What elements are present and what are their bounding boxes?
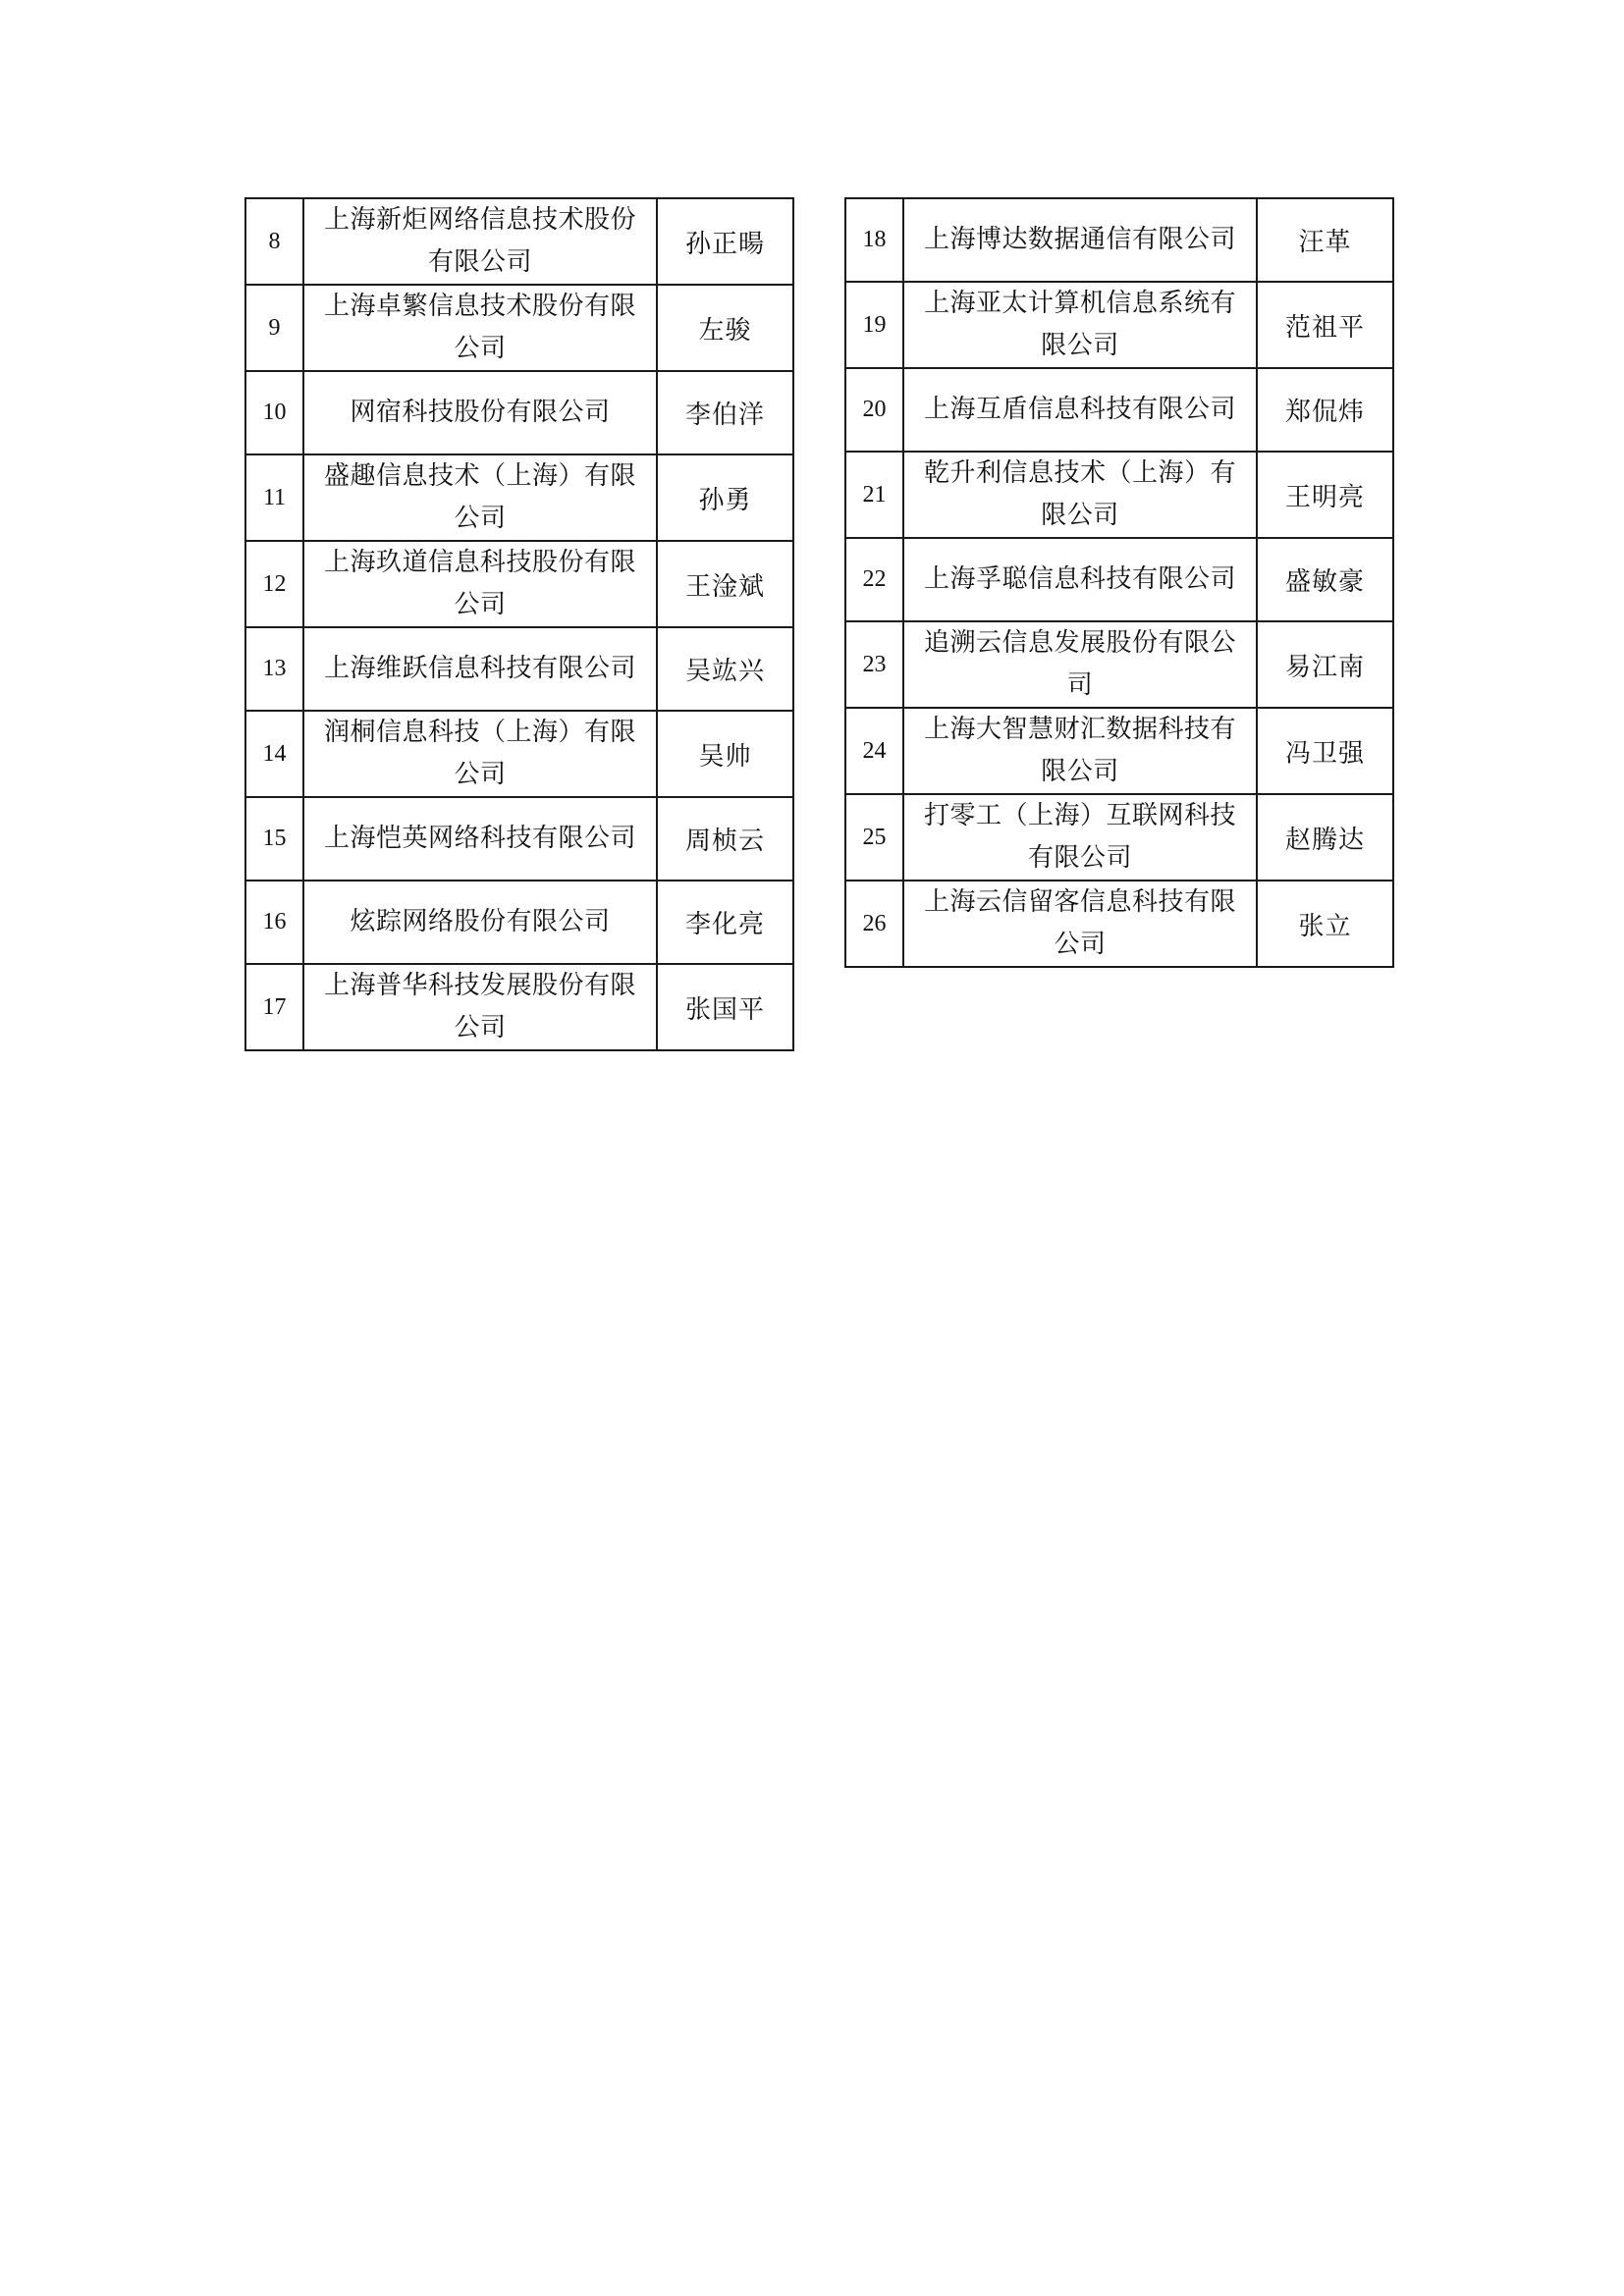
company-name: 上海大智慧财汇数据科技有限公司 bbox=[903, 708, 1257, 794]
company-name: 上海维跃信息科技有限公司 bbox=[303, 627, 657, 711]
table-row bbox=[845, 452, 1393, 538]
row-number: 14 bbox=[245, 711, 303, 797]
representative-name: 吴帅 bbox=[657, 711, 793, 797]
representative-name: 王明亮 bbox=[1257, 452, 1393, 538]
row-number: 18 bbox=[845, 198, 903, 282]
company-name: 上海孚聪信息科技有限公司 bbox=[903, 538, 1257, 621]
row-number: 13 bbox=[245, 627, 303, 711]
representative-name: 李化亮 bbox=[657, 881, 793, 964]
row-number: 12 bbox=[245, 541, 303, 627]
representative-name: 李伯洋 bbox=[657, 371, 793, 454]
table-row bbox=[245, 541, 793, 627]
table-row bbox=[245, 454, 793, 541]
representative-name: 张立 bbox=[1257, 881, 1393, 967]
company-name: 上海亚太计算机信息系统有限公司 bbox=[903, 282, 1257, 368]
row-number: 19 bbox=[845, 282, 903, 368]
row-number: 20 bbox=[845, 368, 903, 452]
table-row bbox=[845, 198, 1393, 282]
table-row bbox=[845, 538, 1393, 621]
company-name: 打零工（上海）互联网科技有限公司 bbox=[903, 794, 1257, 881]
representative-name: 张国平 bbox=[657, 964, 793, 1050]
company-name: 盛趣信息技术（上海）有限公司 bbox=[303, 454, 657, 541]
company-name: 上海玖道信息科技股份有限公司 bbox=[303, 541, 657, 627]
company-name: 追溯云信息发展股份有限公司 bbox=[903, 621, 1257, 708]
company-name: 上海普华科技发展股份有限公司 bbox=[303, 964, 657, 1050]
row-number: 8 bbox=[245, 198, 303, 285]
representative-name: 汪革 bbox=[1257, 198, 1393, 282]
representative-name: 左骏 bbox=[657, 285, 793, 371]
table-row bbox=[845, 282, 1393, 368]
table-row bbox=[845, 621, 1393, 708]
table-row bbox=[245, 198, 793, 285]
table-row bbox=[245, 371, 793, 454]
representative-name: 郑侃炜 bbox=[1257, 368, 1393, 452]
row-number: 22 bbox=[845, 538, 903, 621]
representative-name: 王淦斌 bbox=[657, 541, 793, 627]
representative-name: 易江南 bbox=[1257, 621, 1393, 708]
company-name: 上海博达数据通信有限公司 bbox=[903, 198, 1257, 282]
table-row bbox=[245, 711, 793, 797]
table-row bbox=[845, 881, 1393, 967]
company-name: 润桐信息科技（上海）有限公司 bbox=[303, 711, 657, 797]
table-row bbox=[245, 964, 793, 1050]
row-number: 15 bbox=[245, 797, 303, 881]
table-row bbox=[845, 368, 1393, 452]
company-name: 炫踪网络股份有限公司 bbox=[303, 881, 657, 964]
company-name: 网宿科技股份有限公司 bbox=[303, 371, 657, 454]
table-row bbox=[845, 708, 1393, 794]
row-number: 23 bbox=[845, 621, 903, 708]
representative-name: 赵腾达 bbox=[1257, 794, 1393, 881]
company-name: 上海卓繁信息技术股份有限公司 bbox=[303, 285, 657, 371]
company-name: 上海互盾信息科技有限公司 bbox=[903, 368, 1257, 452]
representative-name: 周桢云 bbox=[657, 797, 793, 881]
representative-name: 冯卫强 bbox=[1257, 708, 1393, 794]
row-number: 17 bbox=[245, 964, 303, 1050]
representative-name: 孙勇 bbox=[657, 454, 793, 541]
table-row bbox=[845, 794, 1393, 881]
representative-name: 孙正暘 bbox=[657, 198, 793, 285]
row-number: 16 bbox=[245, 881, 303, 964]
representative-name: 吴竑兴 bbox=[657, 627, 793, 711]
row-number: 21 bbox=[845, 452, 903, 538]
company-table-left bbox=[244, 197, 794, 1051]
row-number: 26 bbox=[845, 881, 903, 967]
table-row bbox=[245, 797, 793, 881]
row-number: 24 bbox=[845, 708, 903, 794]
company-table-right bbox=[844, 197, 1394, 968]
row-number: 11 bbox=[245, 454, 303, 541]
company-name: 上海新炬网络信息技术股份有限公司 bbox=[303, 198, 657, 285]
row-number: 10 bbox=[245, 371, 303, 454]
table-row bbox=[245, 285, 793, 371]
representative-name: 范祖平 bbox=[1257, 282, 1393, 368]
table-row bbox=[245, 627, 793, 711]
representative-name: 盛敏豪 bbox=[1257, 538, 1393, 621]
company-name: 乾升利信息技术（上海）有限公司 bbox=[903, 452, 1257, 538]
row-number: 9 bbox=[245, 285, 303, 371]
row-number: 25 bbox=[845, 794, 903, 881]
company-name: 上海恺英网络科技有限公司 bbox=[303, 797, 657, 881]
table-row bbox=[245, 881, 793, 964]
company-name: 上海云信留客信息科技有限公司 bbox=[903, 881, 1257, 967]
